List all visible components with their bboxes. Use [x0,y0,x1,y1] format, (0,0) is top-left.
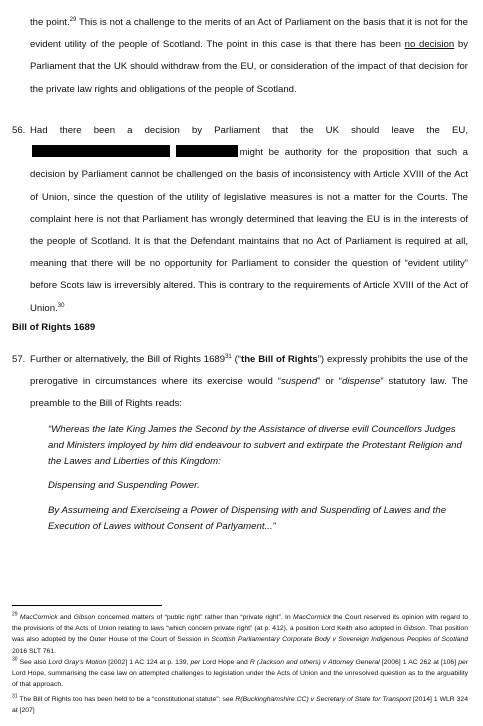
case-name: Gibson [73,614,96,621]
case-name: Gibson [403,625,425,633]
redaction-block [176,145,238,157]
paragraph-number: 56. [12,125,26,136]
footnote-text: [2014] 1 WLR 324 at [207] [12,696,468,715]
footnote-ref-29[interactable]: 29 [69,16,77,23]
para57-text-5: ” statutory law. The preamble to the Bill of Rights reads: [30,376,469,410]
italic-term: dispense [341,376,381,388]
footnote-text: . That position was also adopted by the Outer House of the Court of Session in [12,625,468,644]
footnote-text: 2016 SLT 761. [12,647,56,655]
footnote-text: [2002] 1 AC 124 at p. 139, [106,659,191,666]
underlined-phrase: no decision [404,39,455,51]
para56-text-1: Had there been a decision by Parliament that the UK should leave the EU, [30,125,468,136]
intro-text-2: This is not a challenge to the merits of an Act of Parliament on the basis that it is not for the evident utility of the people of Scotland. The point in this case is that there has been [30,17,468,51]
paragraph-number: 57. [12,354,26,365]
footnote-30 [12,657,468,691]
case-name: MacCormick [293,614,331,621]
italic-term: per [458,659,469,666]
case-name: R(Buckinghamshire CC) v Secretary of State for Transport [235,696,412,703]
footnote-text: The Bill of Rights too has been held to be a “constitutional statute”: see [17,696,236,703]
quote-clause: By Assumeing and Exerciseing a Power of Dispensing with and Suspending of Lawes and the Execution of Lawes without Consent of Parlyament...” [48,505,447,532]
footnote-text: and [57,614,74,621]
case-name: R (Jackson and others) v Attorney General [249,659,380,666]
paragraph-57-text [30,349,468,416]
footnote-number: 30 [12,656,18,663]
italic-term: per [190,659,201,666]
para57-text-1: Further or alternatively, the Bill of Rights 1689 [30,354,226,365]
paragraph-57 [12,349,468,416]
case-name: MacCormick [19,614,58,621]
section-heading: Bill of Rights 1689 [12,322,96,333]
case-name: Scottish Parliamentary Corporate Body v Sovereign Indigenous Peoples of Scotland [211,636,469,644]
quote-preamble: “Whereas the late King James the Second by the Assistance of diverse evill Councellors Judges and Ministers imployed by him did endeavour to subvert and extirpate the Protestant Religion and the Lawes and Liberties of this Kingdom: [48,424,462,467]
para57-text-3: ”) expressly prohibits the use of the prerogative in circumstances where its exercise would “ [30,354,469,388]
defined-term: the Bill of Rights [241,354,318,365]
intro-text-1: the point. [30,17,70,28]
footnote-29 [12,612,468,657]
para57-text-4: ” or “ [317,376,342,388]
intro-paragraph [30,12,468,101]
italic-term: suspend [280,376,318,388]
footnote-text: the Court reserved its opinion with regard to the provisions of the Acts of Union relating to laws “which concern private right” (at p. 412), a position Lord Keith also adopted in [12,614,469,633]
footnote-separator [12,605,162,606]
quote-heading: Dispensing and Suspending Power. [48,480,200,491]
para56-text-2: might be authority for the proposition that such a decision by Parliament cannot be challenged on the basis of inconsistency with Article XVIII of the Act of Union, since the question of the utility of legislative measures is not a matter for the Courts. The complaint here is not that Parliament has wrongly determined that leaving the EU is in the interests of the people of Scotland. It is that the Defendant maintains that no Act of Parliament is required at all, meaning that there will be no opportunity for Parliament to consider the question of “evident utility” before Scots law is irreversibly altered. This is contrary to the requirements of Article XVIII of the Act of Union. [30,147,468,314]
footnote-ref-31[interactable]: 31 [225,353,232,360]
footnote-ref-30[interactable]: 30 [57,302,65,309]
footnote-text: [2006] 1 AC 262 at [106] [379,659,459,666]
case-name: Lord Gray’s Motion [48,659,107,666]
intro-text-3: by Parliament that the UK should withdraw from the EU, or consideration of the impact of that decision for the private law rights and obligations of the people of Scotland. [30,39,468,95]
footnote-text: concerned matters of “public right” rather than “private right”. In [95,614,294,621]
para57-text-2: (“ [231,354,241,365]
paragraph-56 [12,120,468,320]
paragraph-56-text [30,120,468,320]
footnote-text: See also [17,659,49,666]
footnote-number: 31 [12,693,18,700]
footnote-text: Lord Hope and [200,659,250,666]
footnote-number: 29 [12,611,18,618]
redaction-block [32,145,170,157]
footnote-text: Lord Hope, summarising the case law on attempted challenges to legislation under the Acts of Union and the unresolved question as to the arguability of that approach. [12,670,468,689]
footnote-31 [12,694,468,716]
